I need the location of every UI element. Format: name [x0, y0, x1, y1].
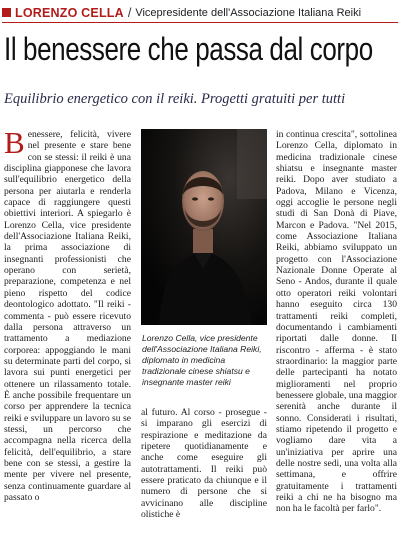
- header-rule: [2, 22, 398, 23]
- header-author-role: Vicepresidente dell'Associazione Italiana Reiki: [135, 6, 362, 19]
- article-headline: Il benessere che passa dal corpo: [4, 31, 373, 67]
- column-3-text: in continua crescita", sottolinea Lorenzo Cella, diplomato in medicina tradizionale cinese shiatsu e insegnante master reiki. Dopo aver studiato a Padova, Milano e Vicenza, oggi accoglie le persone negli studi di San Donà di Piave, Marcon e Padova. "Nel 2015, come Associazione Italiana Reiki, abbiamo sviluppato un progetto con l'Associazione Nazionale Donne Operate al Seno - Andos, durante il quale otto operatori reiki volontari hanno eseguito circa 130 trattamenti reiki completi, documentando i cambiamenti riportati dalle donne. Il riscontro - afferma - è stato straordinario: la maggior parte delle partecipanti ha notato miglioramenti nel proprio benessere globale, una maggior serenità anche durante il sonno. Considerati i risultati, stiamo ripetendo il progetto e vogliamo dare vita a un'iniziativa per aprire una delle nostre sedi, una volta alla settimana, e offrire gratuitamente i trattamenti reiki a chi ne ha bisogno ma non ha le facoltà per farlo".: [276, 129, 397, 515]
- portrait-photo: [141, 129, 267, 325]
- drop-cap: B: [4, 129, 25, 160]
- article-column-2: [141, 407, 267, 547]
- portrait-illustration: [141, 129, 267, 325]
- column-1-text: enessere, felicità, vivere nel presente e stare bene con se stessi: il reiki è una disciplina giapponese che lavora sull'equilibrio energetico della persona per aiutarla e renderla capace di raggiungere questi obiettivi interiori. A spiegarlo è Lorenzo Cella, vice presidente dell'Associazione Italiana Reiki, la prima associazione di insegnanti professionisti che operano con serietà, preparazione, competenza e nel pieno rispetto del codice deontologico adottato. "Il reiki - commenta - può essere ricevuto dalla persona attraverso un trattamento a mediazione corporea: appoggiando le mani su determinate parti del corpo, si lavora sui punti energetici per ottenere un rilassamento totale. È anche possibile frequentare un corso per apprendere la tecnica reiki e sviluppare un lavoro su se stessi, un percorso che accompagna nella ricerca della felicità, dell'equilibrio, a stare bene con se stessi, a gestire la mente per vivere nel presente, senza continuamente guardare al passato o: [4, 129, 131, 503]
- header-author-name: LORENZO CELLA: [15, 5, 124, 20]
- article-subheadline: Equilibrio energetico con il reiki. Progetti gratuiti per tutti: [4, 91, 346, 107]
- red-square-icon: [2, 8, 11, 17]
- section-header: [2, 4, 398, 21]
- article-column-3: [276, 129, 397, 547]
- header-separator: /: [127, 5, 132, 20]
- article-column-1: [4, 129, 131, 547]
- photo-caption: Lorenzo Cella, vice presidente dell'Associazione Italiana Reiki, diplomato in medicina tradizionale cinese shiatsu e insegnante master reiki: [142, 333, 262, 387]
- column-2-text: al futuro. Al corso - prosegue - si imparano gli esercizi di respirazione e meditazione da ripetere quotidianamente e anche come eseguire gli autotrattamenti. Il reiki può essere praticato da chiunque e il numero di persone che si avvicinano alle discipline olistiche è: [141, 407, 267, 521]
